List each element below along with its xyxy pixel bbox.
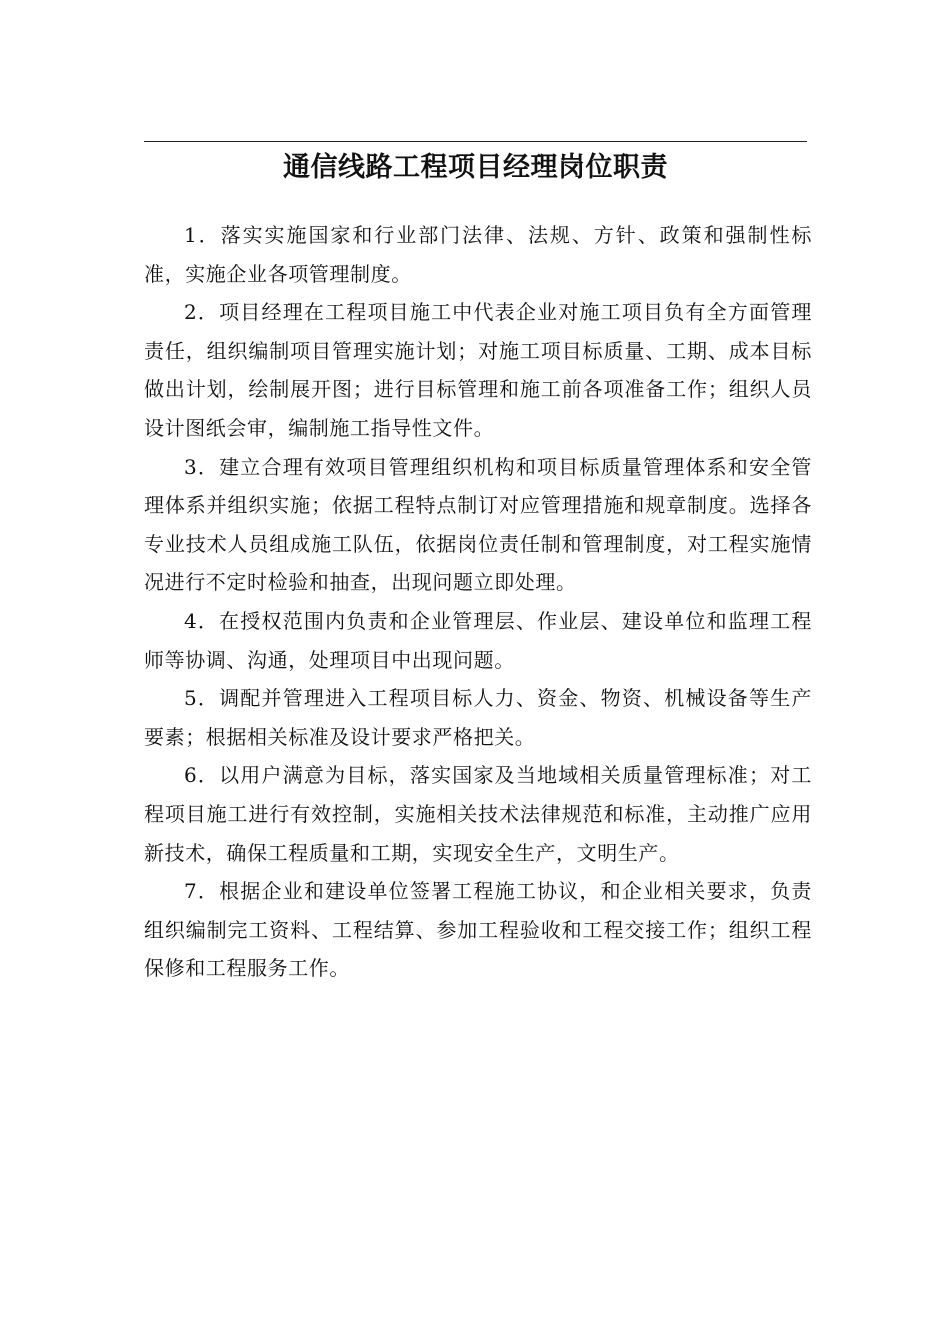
duty-paragraph-3: 3．建立合理有效项目管理组织机构和项目标质量管理体系和安全管理体系并组织实施；依据工程特点制订对应管理措施和规章制度。选择各专业技术人员组成施工队伍，依据岗位责任制和管理制度，对工程实施情况进行不定时检验和抽查，出现问题立即处理。 (144, 454, 812, 595)
duty-paragraph-4: 4．在授权范围内负责和企业管理层、作业层、建设单位和监理工程师等协调、沟通，处理项目中出现问题。 (144, 608, 812, 672)
header-rule (144, 141, 807, 142)
duty-paragraph-5: 5．调配并管理进入工程项目标人力、资金、物资、机械设备等生产要素；根据相关标准及设计要求严格把关。 (144, 686, 812, 749)
document-body (144, 216, 812, 988)
duty-paragraph-6: 6．以用户满意为目标，落实国家及当地域相关质量管理标准；对工程项目施工进行有效控制，实施相关技术法律规范和标准，主动推广应用新技术，确保工程质量和工期，实现安全生产，文明生产。 (144, 763, 812, 865)
duty-paragraph-7: 7．根据企业和建设单位签署工程施工协议，和企业相关要求，负责组织编制完工资料、工程结算、参加工程验收和工程交接工作；组织工程保修和工程服务工作。 (144, 879, 812, 981)
duty-paragraph-1: 1．落实实施国家和行业部门法律、法规、方针、政策和强制性标准，实施企业各项管理制度。 (144, 223, 812, 286)
duty-paragraph-2: 2．项目经理在工程项目施工中代表企业对施工项目负有全方面管理责任，组织编制项目管理实施计划；对施工项目标质量、工期、成本目标做出计划，绘制展开图；进行目标管理和施工前各项准备工作；组织人员设计图纸会审，编制施工指导性文件。 (144, 300, 812, 440)
document-title: 通信线路工程项目经理岗位职责 (283, 152, 668, 183)
